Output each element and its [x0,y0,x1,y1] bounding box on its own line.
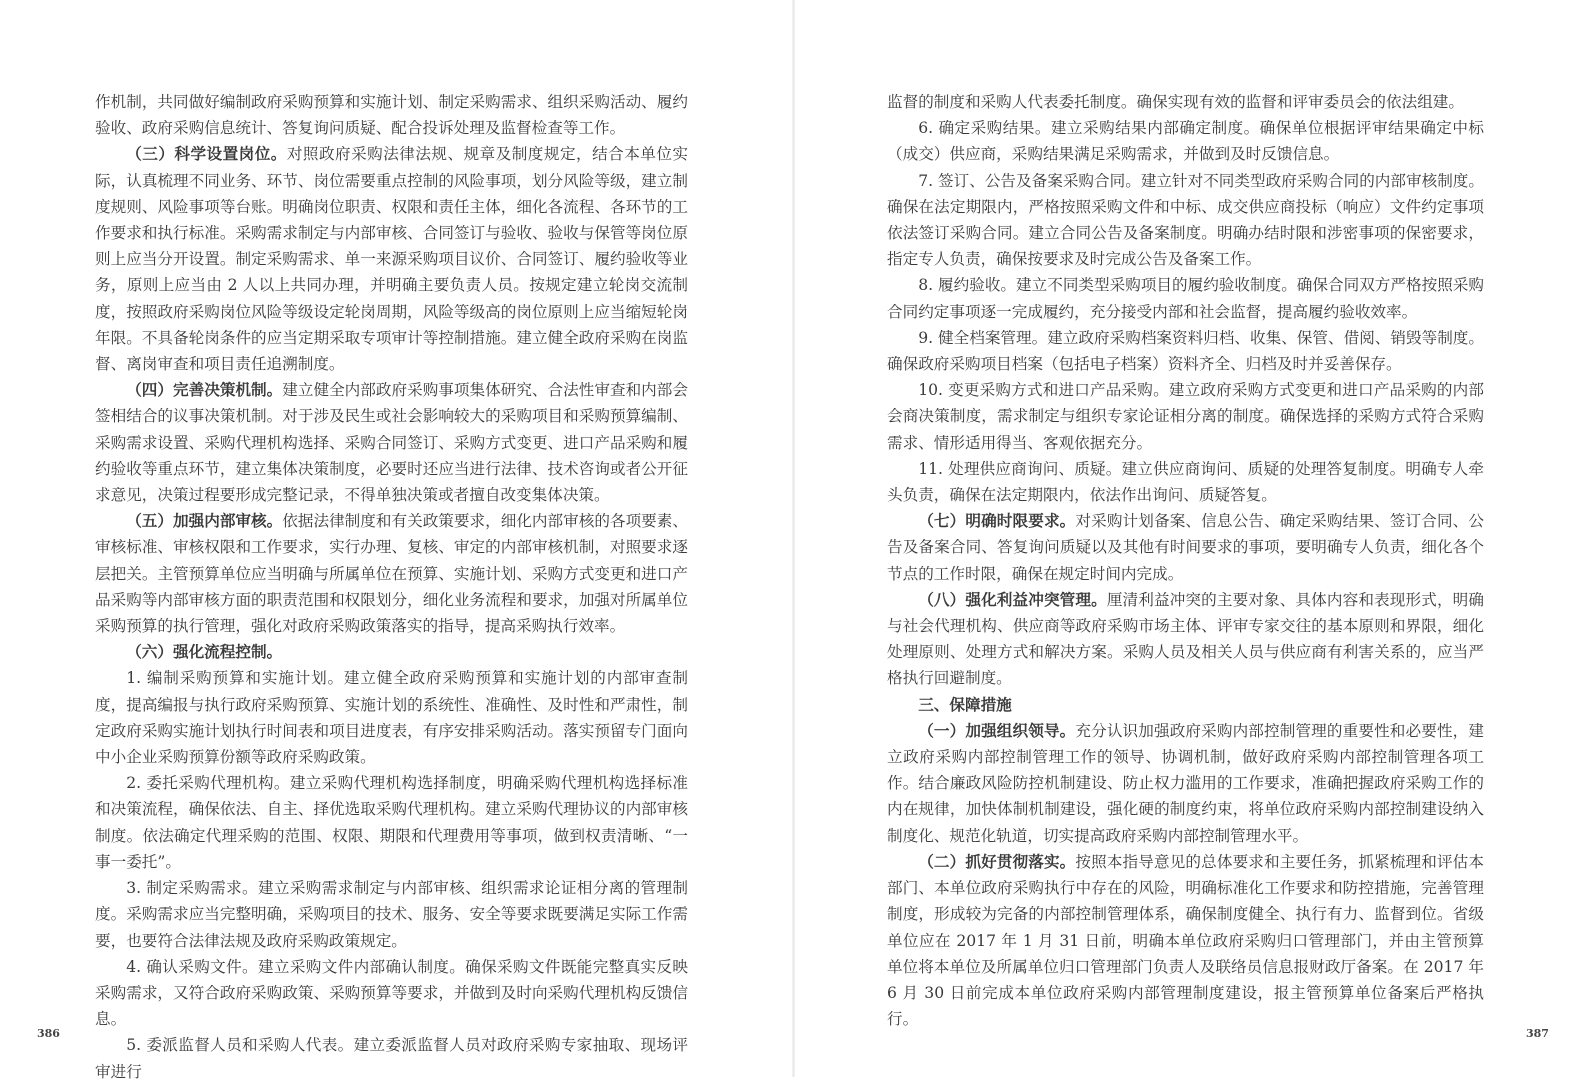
paragraph: 10. 变更采购方式和进口产品采购。建立政府采购方式变更和进口产品采购的内部会商决策制度，需求制定与组织专家论证相分离的制度。确保选择的采购方式符合采购需求、情形适用得当、客观依据充分。 [887,381,1484,452]
page-number: 387 [1526,1027,1549,1040]
paragraph: 作机制，共同做好编制政府采购预算和实施计划、制定采购需求、组织采购活动、履约验收、政府采购信息统计、答复询问质疑、配合投诉处理及监督检查等工作。 [95,93,688,138]
paragraph: 2. 委托采购代理机构。建立采购代理机构选择制度，明确采购代理机构选择标准和决策流程，确保依法、自主、择优选取采购代理机构。建立采购代理协议的内部审核制度。依法确定代理采购的范围、权限、期限和代理费用等事项，做到权责清晰、“一事一委托”。 [95,774,688,871]
paragraph: 8. 履约验收。建立不同类型采购项目的履约验收制度。确保合同双方严格按照采购合同约定事项逐一完成履约，充分接受内部和社会监督，提高履约验收效率。 [887,276,1484,321]
paragraph-body: 对照政府采购法律法规、规章及制度规定，结合本单位实际，认真梳理不同业务、环节、岗位需要重点控制的风险事项，划分风险等级，建立制度规则、风险事项等台账。明确岗位职责、权限和责任主体，细化各流程、各环节的工作要求和执行标准。采购需求制定与内部审核、合同签订与验收、验收与保管等岗位原则上应当分开设置。制定采购需求、单一来源采购项目议价、合同签订、履约验收等业务，原则上应当由 2 人以上共同办理，并明确主要负责人员。按规定建立轮岗交流制度，按照政府采购岗位风险等级设定轮岗周期，风险等级高的岗位原则上应当缩短轮岗年限。不具备轮岗条件的应当定期采取专项审计等控制措施。建立健全政府采购在岗监督、离岗审查和项目责任追溯制度。 [95,145,688,374]
paragraph: 1. 编制采购预算和实施计划。建立健全政府采购预算和实施计划的内部审查制度，提高编报与执行政府采购预算、实施计划的系统性、准确性、及时性和严肃性，制定政府采购实施计划执行时间表和项目进度表，有序安排采购活动。落实预留专门面向中小企业采购预算份额等政府采购政策。 [95,669,688,767]
paragraph [95,508,688,639]
paragraph: 7. 签订、公告及备案采购合同。建立针对不同类型政府采购合同的内部审核制度。确保在法定期限内，严格按照采购文件和中标、成交供应商投标（响应）文件约定事项依法签订采购合同。建立合同公告及备案制度。明确办结时限和涉密事项的保密要求，指定专人负责，确保按要求及时完成公告及备案工作。 [887,171,1484,269]
left-text-column [95,89,688,1085]
paragraph-heading: （七）明确时限要求。 [918,511,1076,531]
paragraph-heading: （二）抓好贯彻落实。 [918,851,1076,871]
paragraph: 监督的制度和采购人代表委托制度。确保实现有效的监督和评审委员会的依法组建。 [887,93,1464,111]
paragraph-heading: （八）强化利益冲突管理。 [918,589,1107,609]
left-page [0,0,793,1081]
paragraph-heading: （三）科学设置岗位。 [126,144,287,164]
paragraph: 4. 确认采购文件。建立采购文件内部确认制度。确保采购文件既能完整真实反映采购需求，又符合政府采购政策、采购预算等要求，并做到及时向采购代理机构反馈信息。 [95,957,688,1029]
paragraph [887,508,1484,587]
paragraph-body: 充分认识加强政府采购内部控制管理的重要性和必要性，建立政府采购内部控制管理工作的领导、协调机制，做好政府采购内部控制管理各项工作。结合廉政风险防控机制建设、防止权力滥用的工作要求，准确把握政府采购工作的内在规律，加快体制机制建设，强化硬的制度约束，将单位政府采购内部控制建设纳入制度化、规范化轨道，切实提高政府采购内部控制管理水平。 [887,721,1484,845]
paragraph [887,718,1484,849]
paragraph-body: 厘清利益冲突的主要对象、具体内容和表现形式，明确与社会代理机构、供应商等政府采购市场主体、评审专家交往的基本原则和界限，细化处理原则、处理方式和解决方案。采购人员及相关人员与供应商有利害关系的，应当严格执行回避制度。 [887,590,1484,688]
paragraph: 11. 处理供应商询问、质疑。建立供应商询问、质疑的处理答复制度。明确专人牵头负责，确保在法定期限内，依法作出询问、质疑答复。 [887,459,1484,505]
paragraph: 5. 委派监督人员和采购人代表。建立委派监督人员对政府采购专家抽取、现场评审进行 [95,1036,688,1081]
paragraph-heading: （五）加强内部审核。 [126,511,283,531]
paragraph: 3. 制定采购需求。建立采购需求制定与内部审核、组织需求论证相分离的管理制度。采购需求应当完整明确，采购项目的技术、服务、安全等要求既要满足实际工作需要，也要符合法律法规及政府采购政策规定。 [95,879,688,950]
section-heading: 三、保障措施 [918,694,1012,714]
paragraph-body: 依据法律制度和有关政策要求，细化内部审核的各项要素、审核标准、审核权限和工作要求，实行办理、复核、审定的内部审核机制，对照要求逐层把关。主管预算单位应当明确与所属单位在预算、实施计划、采购方式变更和进口产品采购等内部审核方面的职责范围和权限划分，细化业务流程和要求，加强对所属单位采购预算的执行管理，强化对政府采购政策落实的指导，提高采购执行效率。 [95,512,688,636]
right-page [794,0,1587,1077]
paragraph [95,377,688,508]
paragraph [887,587,1484,692]
paragraph [95,141,688,377]
right-text-column [887,89,1484,1032]
paragraph [887,849,1484,1032]
paragraph-body: 按照本指导意见的总体要求和主要任务，抓紧梳理和评估本部门、本单位政府采购执行中存在的风险，明确标准化工作要求和防控措施，完善管理制度，形成较为完备的内部控制管理体系，确保制度健全、执行有力、监督到位。省级单位应在 2017 年 1 月 31 日前，明确本单位政府采购归口管理部门，并由主管预算单位将本单位及所属单位归口管理部门负责人及联络员信息报财政厅备案。在 2017 年 6 月 30 日前完成本单位政府采购内部管理制度建设，报主管预算单位备案后严格执行。 [887,852,1484,1029]
paragraph-heading: （一）加强组织领导。 [918,720,1076,740]
paragraph-heading: （四）完善决策机制。 [126,380,283,400]
paragraph-body: 对采购计划备案、信息公告、确定采购结果、签订合同、公告及备案合同、答复询问质疑以及其他有时间要求的事项，要明确专人负责，细化各个节点的工作时限，确保在规定时间内完成。 [887,512,1484,583]
page-number: 386 [37,1027,60,1040]
paragraph: 6. 确定采购结果。建立采购结果内部确定制度。确保单位根据评审结果确定中标（成交）供应商，采购结果满足采购需求，并做到及时反馈信息。 [887,119,1484,164]
paragraph-body: 建立健全内部政府采购事项集体研究、合法性审查和内部会签相结合的议事决策机制。对于涉及民生或社会影响较大的采购项目和采购预算编制、采购需求设置、采购代理机构选择、采购合同签订、采购方式变更、进口产品采购和履约验收等重点环节，建立集体决策制度，必要时还应当进行法律、技术咨询或者公开征求意见，决策过程要形成完整记录，不得单独决策或者擅自改变集体决策。 [95,381,688,505]
paragraph: 9. 健全档案管理。建立政府采购档案资料归档、收集、保管、借阅、销毁等制度。确保政府采购项目档案（包括电子档案）资料齐全、归档及时并妥善保存。 [887,328,1484,374]
section-heading: （六）强化流程控制。 [126,642,283,662]
